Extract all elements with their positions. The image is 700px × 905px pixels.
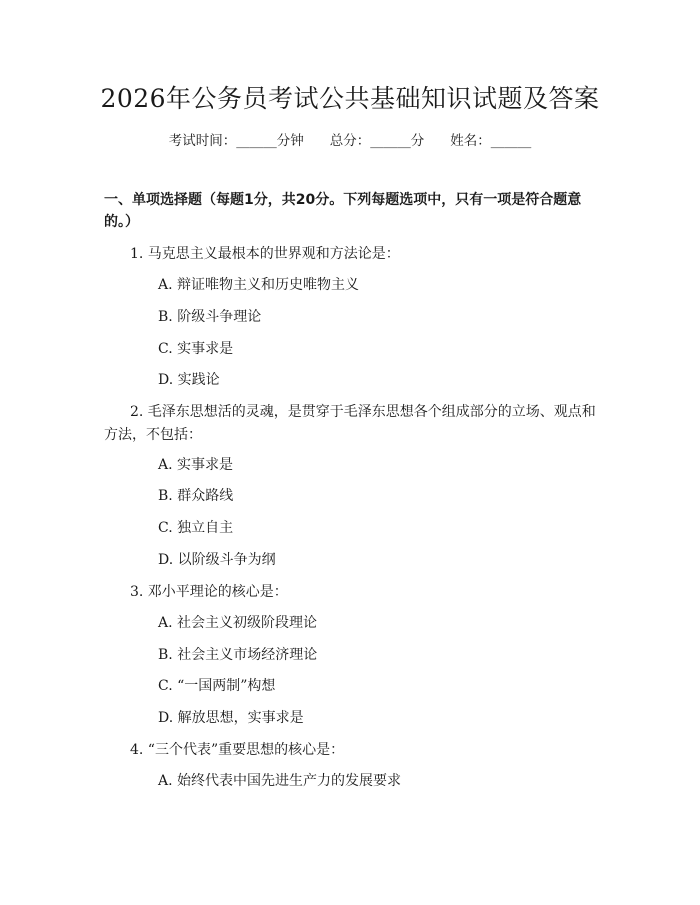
- document-title: 2026年公务员考试公共基础知识试题及答案: [100, 84, 600, 113]
- question-1-option-b: B. 阶级斗争理论: [158, 309, 262, 325]
- question-1: 1. 马克思主义最根本的世界观和方法论是：: [130, 246, 400, 262]
- question-3: 3. 邓小平理论的核心是：: [130, 584, 288, 600]
- question-1-option-a: A. 辩证唯物主义和历史唯物主义: [158, 277, 360, 293]
- section-heading: 一、单项选择题（每题1分，共20分。下列每题选项中，只有一项是符合题意的。）: [104, 192, 582, 230]
- question-2-option-c: C. 独立自主: [158, 520, 234, 536]
- question-2: 2. 毛泽东思想活的灵魂，是贯穿于毛泽东思想各个组成部分的立场、观点和方法，不包括：: [104, 404, 596, 443]
- total-score-field: 总分：______分: [329, 133, 425, 149]
- question-3-option-d: D. 解放思想，实事求是: [158, 710, 304, 726]
- exam-info-row: [0, 130, 700, 152]
- question-1-option-d: D. 实践论: [158, 372, 220, 388]
- question-3-option-c: C. “一国两制”构想: [158, 678, 276, 694]
- question-1-option-c: C. 实事求是: [158, 341, 234, 357]
- name-field: 姓名：______: [450, 133, 532, 149]
- question-2-option-d: D. 以阶级斗争为纲: [158, 552, 276, 568]
- question-2-option-a: A. 实事求是: [158, 457, 234, 473]
- question-2-option-b: B. 群众路线: [158, 488, 234, 504]
- question-3-option-b: B. 社会主义市场经济理论: [158, 647, 318, 663]
- exam-time-field: 考试时间：______分钟: [168, 133, 304, 149]
- question-3-option-a: A. 社会主义初级阶段理论: [158, 615, 318, 631]
- question-4: 4. “三个代表”重要思想的核心是：: [130, 742, 345, 758]
- question-4-option-a: A. 始终代表中国先进生产力的发展要求: [158, 773, 402, 789]
